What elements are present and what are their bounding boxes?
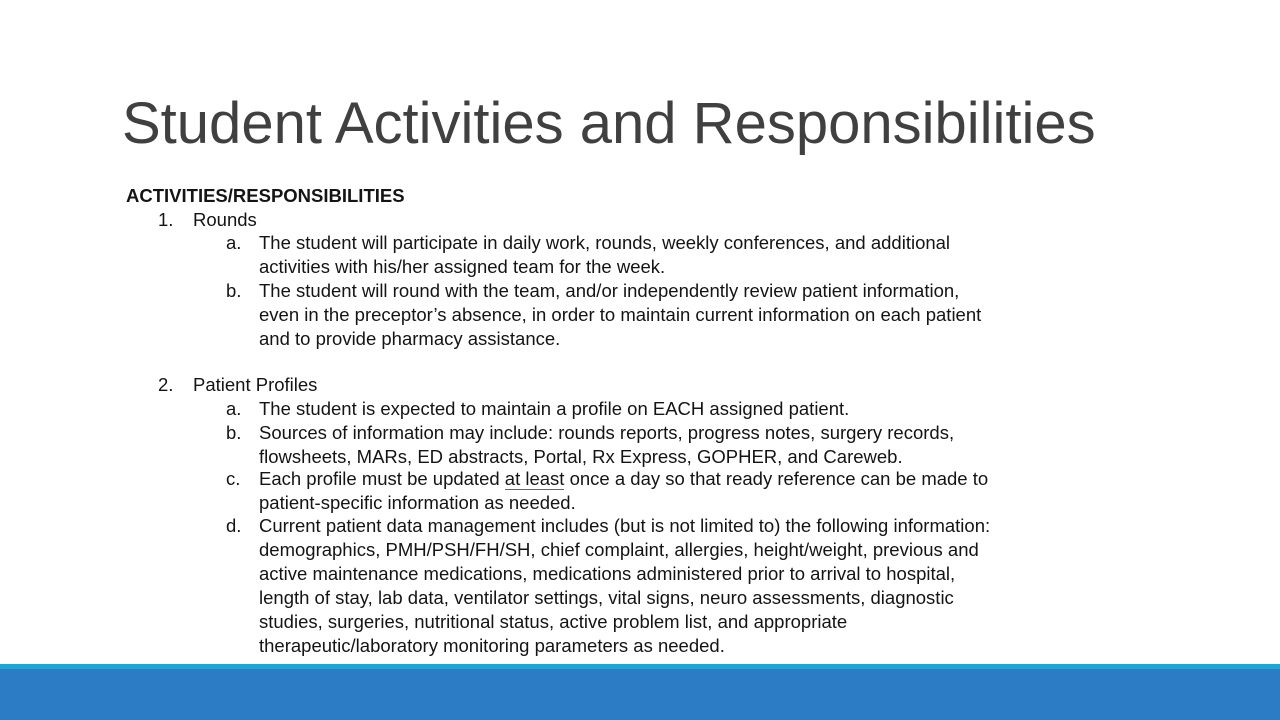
slide-title: Student Activities and Responsibilities	[122, 91, 1096, 156]
item-line: activities with his/her assigned team for the week.	[259, 256, 666, 277]
item-letter: b.	[226, 422, 242, 443]
underlined-phrase: at least	[504, 468, 565, 489]
item-line: active maintenance medications, medications administered prior to arrival to hospital,	[259, 563, 956, 584]
item-letter: d.	[226, 515, 242, 536]
item-line: and to provide pharmacy assistance.	[259, 328, 561, 349]
item-line: The student will participate in daily work, rounds, weekly conferences, and additional	[259, 232, 951, 253]
list-item	[259, 231, 950, 279]
item-text-segment: Each profile must be updated	[259, 468, 505, 489]
list-item	[259, 421, 954, 469]
list-item	[259, 467, 988, 515]
item-letter: c.	[226, 468, 241, 489]
item-letter: a.	[226, 232, 242, 253]
item-line: even in the preceptor’s absence, in order to maintain current information on each patient	[259, 304, 982, 325]
section-title-rounds: Rounds	[193, 209, 257, 230]
item-line	[259, 467, 988, 491]
item-line: flowsheets, MARs, ED abstracts, Portal, Rx Express, GOPHER, and Careweb.	[259, 446, 903, 467]
item-line: The student is expected to maintain a profile on EACH assigned patient.	[259, 398, 850, 419]
item-text-segment: once a day so that ready reference can be made to	[564, 468, 989, 489]
document-heading: ACTIVITIES/RESPONSIBILITIES	[126, 185, 405, 206]
item-line: Current patient data management includes (but is not limited to) the following information:	[259, 515, 991, 536]
item-line: length of stay, lab data, ventilator settings, vital signs, neuro assessments, diagnostic	[259, 587, 954, 608]
item-letter: b.	[226, 280, 242, 301]
item-letter: a.	[226, 398, 242, 419]
item-line: patient-specific information as needed.	[259, 492, 576, 513]
item-line: The student will round with the team, and/or independently review patient information,	[259, 280, 960, 301]
list-item	[259, 514, 990, 658]
item-line: demographics, PMH/PSH/FH/SH, chief complaint, allergies, height/weight, previous and	[259, 539, 979, 560]
section-number: 1.	[158, 209, 174, 230]
item-line: Sources of information may include: rounds reports, progress notes, surgery records,	[259, 422, 955, 443]
section-number: 2.	[158, 374, 174, 395]
item-line: therapeutic/laboratory monitoring parameters as needed.	[259, 635, 725, 656]
item-line: studies, surgeries, nutritional status, active problem list, and appropriate	[259, 611, 848, 632]
list-item	[259, 279, 981, 351]
list-item	[259, 397, 849, 421]
footer-bar	[0, 669, 1280, 720]
section-title-patient-profiles: Patient Profiles	[193, 374, 318, 395]
